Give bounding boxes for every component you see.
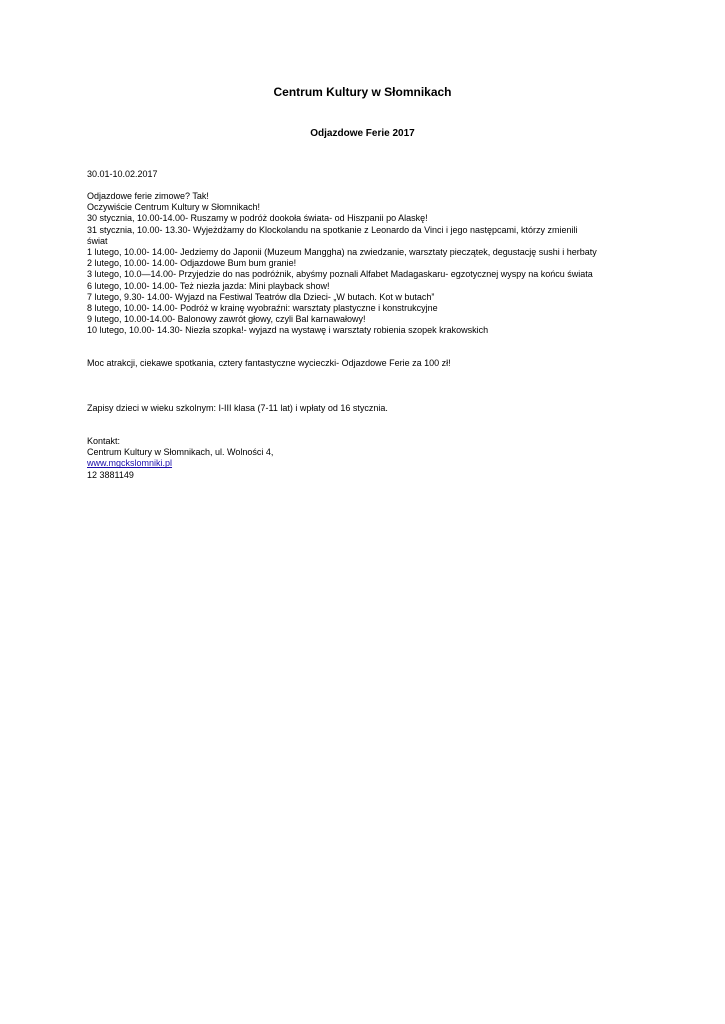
program-line: Odjazdowe ferie zimowe? Tak! (87, 191, 209, 201)
program-line: 9 lutego, 10.00-14.00- Balonowy zawrót głowy, czyli Bal karnawałowy! (87, 314, 366, 325)
program-line: 3 lutego, 10.0—14.00- Przyjedzie do nas podróżnik, abyśmy poznali Alfabet Madagaskaru- egzotycznej wyspy na końcu świata (87, 269, 593, 280)
program-line: 8 lutego, 10.00- 14.00- Podróż w krainę wyobraźni: warsztaty plastyczne i konstrukcyjne (87, 303, 438, 314)
program-line: świat (87, 235, 108, 246)
program-line: 2 lutego, 10.00- 14.00- Odjazdowe Bum bum granie! (87, 258, 297, 269)
contact-label: Kontakt: (87, 436, 121, 446)
document-subtitle: Odjazdowe Ferie 2017 (310, 128, 415, 139)
contact-website-line (87, 458, 647, 469)
program-line: 1 lutego, 10.00- 14.00- Jedziemy do Japonii (Muzeum Manggha) na zwiedzanie, warsztaty pieczątek, degustację sushi i herbaty (87, 247, 597, 258)
document-title: Centrum Kultury w Słomnikach (273, 85, 452, 99)
summary-paragraph (87, 358, 647, 369)
signup-text: Zapisy dzieci w wieku szkolnym: I-III klasa (7-11 lat) i wpłaty od 16 stycznia. (87, 403, 388, 413)
date-range-text: 30.01-10.02.2017 (87, 169, 158, 179)
contact-phone: 12 3881149 (87, 469, 134, 480)
program-line: 30 stycznia, 10.00-14.00- Ruszamy w podróż dookoła świata- od Hiszpanii po Alaskę! (87, 213, 428, 224)
program-line: 6 lutego, 10.00- 14.00- Też niezła jazda: Mini playback show! (87, 280, 330, 291)
program-line: 31 stycznia, 10.00- 13.30- Wyjeżdżamy do Klockolandu na spotkanie z Leonardo da Vinci i jego następcami, którzy zmienili (87, 224, 578, 235)
program-line: 7 lutego, 9.30- 14.00- Wyjazd na Festiwal Teatrów dla Dzieci- „W butach. Kot w butach” (87, 291, 435, 302)
program-list (87, 191, 647, 337)
contact-address: Centrum Kultury w Słomnikach, ul. Wolności 4, (87, 447, 274, 458)
program-line: Oczywiście Centrum Kultury w Słomnikach! (87, 202, 261, 213)
signup-paragraph (87, 403, 647, 414)
contact-block (87, 436, 647, 481)
program-line: 10 lutego, 10.00- 14.30- Niezła szopka!- wyjazd na wystawę i warsztaty robienia szopek krakowskich (87, 325, 489, 336)
summary-text: Moc atrakcji, ciekawe spotkania, cztery fantastyczne wycieczki- Odjazdowe Ferie za 100 zł! (87, 358, 451, 368)
date-range (87, 169, 647, 180)
website-link[interactable]: www.mgckslomniki.pl (87, 458, 173, 469)
